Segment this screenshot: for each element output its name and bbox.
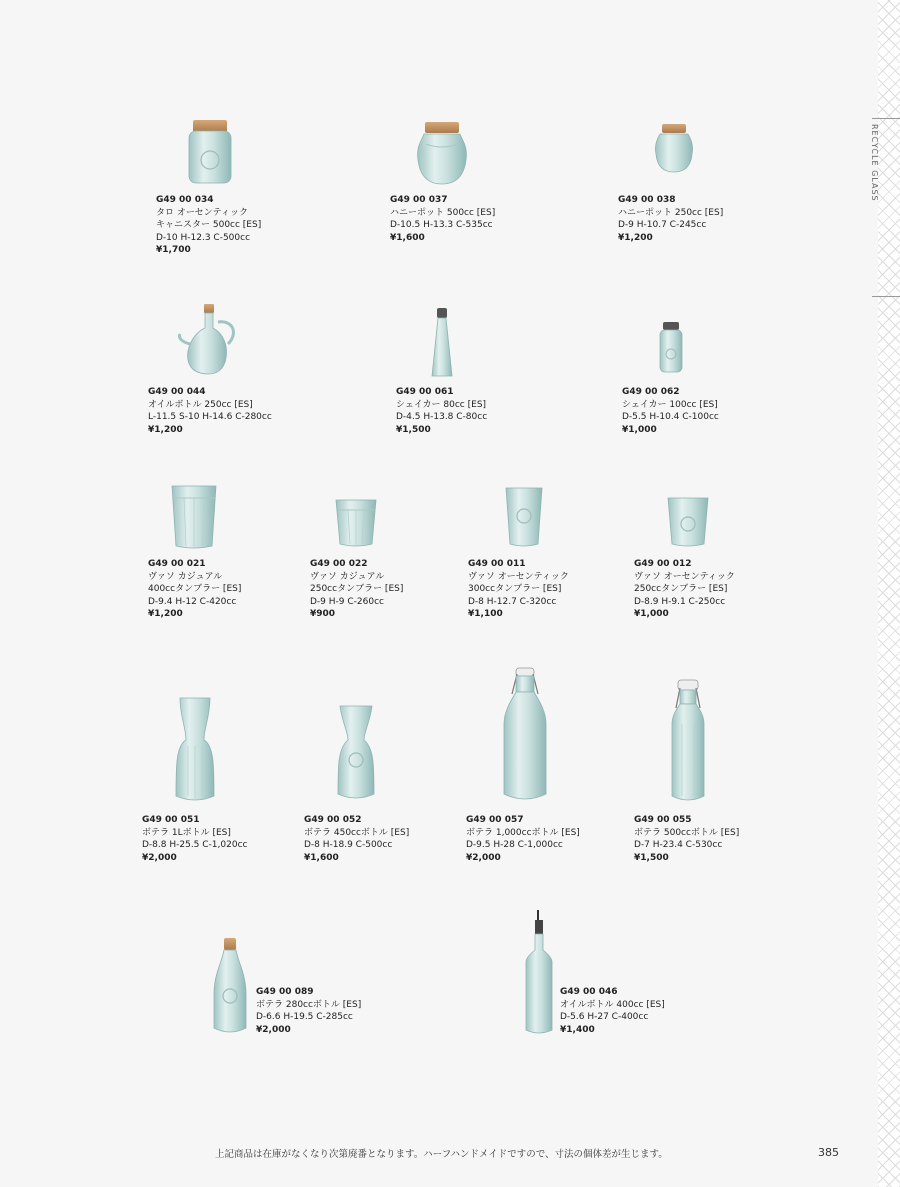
product-name: ボテラ 280ccボトル [ES] bbox=[256, 999, 362, 1010]
product-info bbox=[390, 194, 495, 244]
product-dimensions: D-5.6 H-27 C-400cc bbox=[560, 1012, 649, 1022]
product-name: ヴァソ カジュアル bbox=[148, 571, 223, 582]
section-rule-top bbox=[872, 118, 900, 119]
product-price: ¥1,400 bbox=[560, 1024, 595, 1035]
product-price: ¥1,200 bbox=[618, 232, 653, 243]
tumbler-large-icon bbox=[170, 484, 218, 550]
product-info bbox=[156, 194, 261, 257]
product-price: ¥1,500 bbox=[396, 424, 431, 435]
product-info bbox=[148, 558, 241, 621]
product-code: G49 00 057 bbox=[466, 815, 524, 825]
product-name-line2: 300ccタンブラー [ES] bbox=[468, 584, 562, 594]
product-price: ¥2,000 bbox=[256, 1024, 291, 1035]
product-code: G49 00 037 bbox=[390, 195, 448, 205]
honey-pot-small-icon bbox=[654, 124, 694, 174]
product-price: ¥900 bbox=[310, 609, 336, 619]
product-info bbox=[618, 194, 723, 244]
page-number: 385 bbox=[818, 1146, 839, 1159]
product-dimensions: D-8 H-18.9 C-500cc bbox=[304, 840, 393, 850]
product-name: オイルボトル 400cc [ES] bbox=[560, 999, 665, 1010]
side-pattern bbox=[878, 0, 900, 1187]
product-name: ハニーポット 500cc [ES] bbox=[390, 207, 496, 218]
product-code: G49 00 051 bbox=[142, 815, 200, 825]
product-info bbox=[466, 814, 580, 864]
honey-pot-icon bbox=[416, 122, 468, 186]
product-name: ボテラ 1Lボトル [ES] bbox=[142, 827, 231, 838]
product-name: シェイカー 80cc [ES] bbox=[396, 399, 487, 410]
product-dimensions: L-11.5 S-10 H-14.6 C-280cc bbox=[148, 412, 272, 422]
product-info bbox=[148, 386, 272, 436]
product-code: G49 00 061 bbox=[396, 387, 454, 397]
swing-top-slim-bottle-icon bbox=[668, 680, 708, 804]
oil-cruet-icon bbox=[178, 304, 240, 376]
product-info bbox=[142, 814, 247, 864]
swing-top-bottle-icon bbox=[500, 668, 550, 804]
product-name: ボテラ 450ccボトル [ES] bbox=[304, 827, 410, 838]
product-price: ¥1,200 bbox=[148, 609, 183, 619]
carafe-small-icon bbox=[336, 704, 376, 802]
product-name-line2: 400ccタンブラー [ES] bbox=[148, 584, 242, 594]
product-code: G49 00 011 bbox=[468, 559, 526, 569]
product-code: G49 00 022 bbox=[310, 559, 368, 569]
small-shaker-icon bbox=[658, 322, 684, 374]
product-info bbox=[256, 986, 361, 1036]
product-price: ¥1,200 bbox=[148, 424, 183, 435]
product-name: ヴァソ オーセンティック bbox=[634, 571, 735, 582]
product-info bbox=[310, 558, 403, 621]
product-dimensions: D-9.4 H-12 C-420cc bbox=[148, 596, 237, 607]
product-info bbox=[634, 558, 735, 621]
product-code: G49 00 021 bbox=[148, 559, 206, 569]
product-dimensions: D-8.8 H-25.5 C-1,020cc bbox=[142, 840, 248, 850]
product-code: G49 00 012 bbox=[634, 559, 692, 569]
product-name: シェイカー 100cc [ES] bbox=[622, 399, 718, 410]
product-dimensions: D-10 H-12.3 C-500cc bbox=[156, 232, 251, 243]
product-name: オイルボトル 250cc [ES] bbox=[148, 399, 253, 410]
product-dimensions: D-7 H-23.4 C-530cc bbox=[634, 840, 723, 850]
product-dimensions: D-8 H-12.7 C-320cc bbox=[468, 596, 557, 607]
tumbler-small-icon bbox=[334, 498, 378, 548]
cork-bottle-icon bbox=[212, 938, 248, 1036]
product-info bbox=[396, 386, 487, 436]
product-name: ボテラ 1,000ccボトル [ES] bbox=[466, 827, 580, 838]
section-label: RECYCLE GLASS bbox=[870, 124, 879, 202]
product-dimensions: D-9 H-9 C-260cc bbox=[310, 596, 384, 607]
product-price: ¥2,000 bbox=[142, 852, 177, 863]
product-price: ¥1,700 bbox=[156, 245, 191, 255]
footer-note: 上記商品は在庫がなくなり次第廃番となります。ハーフハンドメイドですので、寸法の個体差が生じます。 bbox=[215, 1149, 668, 1160]
product-price: ¥1,600 bbox=[304, 852, 339, 863]
product-name: ヴァソ オーセンティック bbox=[468, 571, 569, 582]
product-code: G49 00 034 bbox=[156, 195, 214, 205]
product-price: ¥2,000 bbox=[466, 852, 501, 863]
product-code: G49 00 089 bbox=[256, 987, 314, 997]
product-name: タロ オーセンティック bbox=[156, 207, 248, 218]
product-price: ¥1,500 bbox=[634, 852, 669, 863]
product-price: ¥1,600 bbox=[390, 232, 425, 243]
product-dimensions: D-9.5 H-28 C-1,000cc bbox=[466, 840, 563, 850]
product-name-line2: 250ccタンブラー [ES] bbox=[310, 584, 404, 594]
product-dimensions: D-5.5 H-10.4 C-100cc bbox=[622, 412, 719, 422]
product-code: G49 00 055 bbox=[634, 815, 692, 825]
product-price: ¥1,100 bbox=[468, 609, 503, 619]
carafe-large-icon bbox=[174, 696, 216, 804]
product-info bbox=[304, 814, 409, 864]
product-dimensions: D-8.9 H-9.1 C-250cc bbox=[634, 596, 726, 607]
product-info bbox=[622, 386, 719, 436]
product-name: ハニーポット 250cc [ES] bbox=[618, 207, 724, 218]
product-info bbox=[560, 986, 665, 1036]
tall-shaker-icon bbox=[430, 308, 454, 378]
tumbler-emblem-icon bbox=[504, 486, 544, 548]
section-rule-bottom bbox=[872, 296, 900, 297]
product-code: G49 00 046 bbox=[560, 987, 618, 997]
product-code: G49 00 044 bbox=[148, 387, 206, 397]
product-dimensions: D-4.5 H-13.8 C-80cc bbox=[396, 412, 488, 422]
product-name: ヴァソ カジュアル bbox=[310, 571, 385, 582]
product-name: ボテラ 500ccボトル [ES] bbox=[634, 827, 740, 838]
product-name-line2: キャニスター 500cc [ES] bbox=[156, 220, 262, 230]
product-price: ¥1,000 bbox=[634, 609, 669, 619]
cork-canister-icon bbox=[186, 120, 236, 184]
product-price: ¥1,000 bbox=[622, 424, 657, 435]
product-info bbox=[468, 558, 569, 621]
oil-bottle-pourer-icon bbox=[524, 910, 554, 1036]
product-dimensions: D-9 H-10.7 C-245cc bbox=[618, 220, 707, 230]
product-name-line2: 250ccタンブラー [ES] bbox=[634, 584, 728, 594]
tumbler-emblem-small-icon bbox=[666, 496, 710, 548]
product-dimensions: D-6.6 H-19.5 C-285cc bbox=[256, 1012, 353, 1022]
product-info bbox=[634, 814, 739, 864]
product-code: G49 00 052 bbox=[304, 815, 362, 825]
product-code: G49 00 038 bbox=[618, 195, 676, 205]
product-code: G49 00 062 bbox=[622, 387, 680, 397]
product-dimensions: D-10.5 H-13.3 C-535cc bbox=[390, 220, 493, 230]
